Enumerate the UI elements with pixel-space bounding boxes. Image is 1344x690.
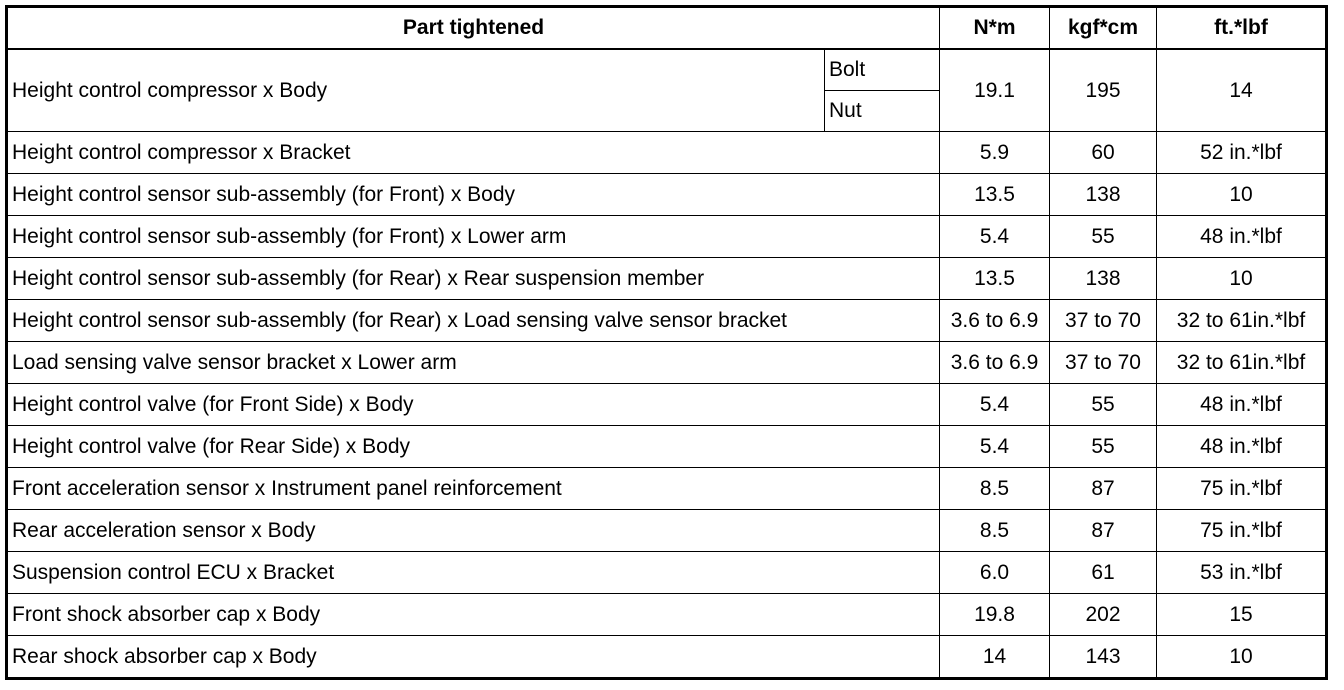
ft-lbf-cell: 53 in.*lbf bbox=[1157, 552, 1327, 594]
part-cell: Rear acceleration sensor x Body bbox=[7, 510, 940, 552]
part-cell: Suspension control ECU x Bracket bbox=[7, 552, 940, 594]
ft-lbf-cell: 15 bbox=[1157, 594, 1327, 636]
kgf-cm-cell: 143 bbox=[1050, 636, 1157, 679]
part-cell: Height control sensor sub-assembly (for Rear) x Load sensing valve sensor bracket bbox=[7, 300, 940, 342]
table-row bbox=[7, 174, 1327, 216]
nm-cell: 6.0 bbox=[940, 552, 1050, 594]
part-cell: Front shock absorber cap x Body bbox=[7, 594, 940, 636]
kgf-cm-cell: 138 bbox=[1050, 174, 1157, 216]
nm-cell: 5.4 bbox=[940, 426, 1050, 468]
nm-cell: 13.5 bbox=[940, 258, 1050, 300]
table-row bbox=[7, 49, 1327, 91]
kgf-cm-cell: 55 bbox=[1050, 384, 1157, 426]
table-row bbox=[7, 510, 1327, 552]
ft-lbf-cell: 10 bbox=[1157, 174, 1327, 216]
table-row bbox=[7, 132, 1327, 174]
part-cell: Height control valve (for Front Side) x Body bbox=[7, 384, 940, 426]
table-row bbox=[7, 594, 1327, 636]
fastener-bolt-cell: Bolt bbox=[825, 49, 940, 91]
table-row bbox=[7, 300, 1327, 342]
nm-cell: 5.4 bbox=[940, 216, 1050, 258]
nm-cell: 13.5 bbox=[940, 174, 1050, 216]
nm-cell: 3.6 to 6.9 bbox=[940, 300, 1050, 342]
header-nm: N*m bbox=[940, 7, 1050, 50]
table-row bbox=[7, 636, 1327, 679]
nm-cell: 14 bbox=[940, 636, 1050, 679]
ft-lbf-cell: 10 bbox=[1157, 636, 1327, 679]
part-cell: Front acceleration sensor x Instrument panel reinforcement bbox=[7, 468, 940, 510]
kgf-cm-cell: 87 bbox=[1050, 468, 1157, 510]
nm-cell: 19.1 bbox=[940, 49, 1050, 132]
part-cell: Height control sensor sub-assembly (for Front) x Lower arm bbox=[7, 216, 940, 258]
table-row bbox=[7, 384, 1327, 426]
kgf-cm-cell: 55 bbox=[1050, 426, 1157, 468]
kgf-cm-cell: 195 bbox=[1050, 49, 1157, 132]
nm-cell: 8.5 bbox=[940, 510, 1050, 552]
fastener-nut-cell: Nut bbox=[825, 91, 940, 132]
kgf-cm-cell: 202 bbox=[1050, 594, 1157, 636]
ft-lbf-cell: 75 in.*lbf bbox=[1157, 468, 1327, 510]
ft-lbf-cell: 10 bbox=[1157, 258, 1327, 300]
nm-cell: 5.9 bbox=[940, 132, 1050, 174]
kgf-cm-cell: 138 bbox=[1050, 258, 1157, 300]
table-row bbox=[7, 216, 1327, 258]
part-cell: Height control valve (for Rear Side) x Body bbox=[7, 426, 940, 468]
kgf-cm-cell: 55 bbox=[1050, 216, 1157, 258]
kgf-cm-cell: 60 bbox=[1050, 132, 1157, 174]
kgf-cm-cell: 61 bbox=[1050, 552, 1157, 594]
header-row bbox=[7, 7, 1327, 50]
ft-lbf-cell: 52 in.*lbf bbox=[1157, 132, 1327, 174]
ft-lbf-cell: 14 bbox=[1157, 49, 1327, 132]
ft-lbf-cell: 48 in.*lbf bbox=[1157, 426, 1327, 468]
part-cell: Rear shock absorber cap x Body bbox=[7, 636, 940, 679]
part-cell: Load sensing valve sensor bracket x Lower arm bbox=[7, 342, 940, 384]
ft-lbf-cell: 48 in.*lbf bbox=[1157, 216, 1327, 258]
kgf-cm-cell: 87 bbox=[1050, 510, 1157, 552]
nm-cell: 3.6 to 6.9 bbox=[940, 342, 1050, 384]
torque-spec-table bbox=[5, 5, 1328, 680]
kgf-cm-cell: 37 to 70 bbox=[1050, 300, 1157, 342]
table-row bbox=[7, 468, 1327, 510]
header-part-tightened: Part tightened bbox=[7, 7, 940, 50]
header-ft-lbf: ft.*lbf bbox=[1157, 7, 1327, 50]
part-cell: Height control sensor sub-assembly (for Rear) x Rear suspension member bbox=[7, 258, 940, 300]
part-cell: Height control sensor sub-assembly (for Front) x Body bbox=[7, 174, 940, 216]
ft-lbf-cell: 32 to 61in.*lbf bbox=[1157, 300, 1327, 342]
header-kgf-cm: kgf*cm bbox=[1050, 7, 1157, 50]
nm-cell: 19.8 bbox=[940, 594, 1050, 636]
table-row bbox=[7, 426, 1327, 468]
table-row bbox=[7, 342, 1327, 384]
ft-lbf-cell: 48 in.*lbf bbox=[1157, 384, 1327, 426]
part-cell: Height control compressor x Body bbox=[7, 49, 825, 132]
table-row bbox=[7, 552, 1327, 594]
nm-cell: 8.5 bbox=[940, 468, 1050, 510]
ft-lbf-cell: 32 to 61in.*lbf bbox=[1157, 342, 1327, 384]
table-row bbox=[7, 258, 1327, 300]
part-cell: Height control compressor x Bracket bbox=[7, 132, 940, 174]
kgf-cm-cell: 37 to 70 bbox=[1050, 342, 1157, 384]
ft-lbf-cell: 75 in.*lbf bbox=[1157, 510, 1327, 552]
nm-cell: 5.4 bbox=[940, 384, 1050, 426]
